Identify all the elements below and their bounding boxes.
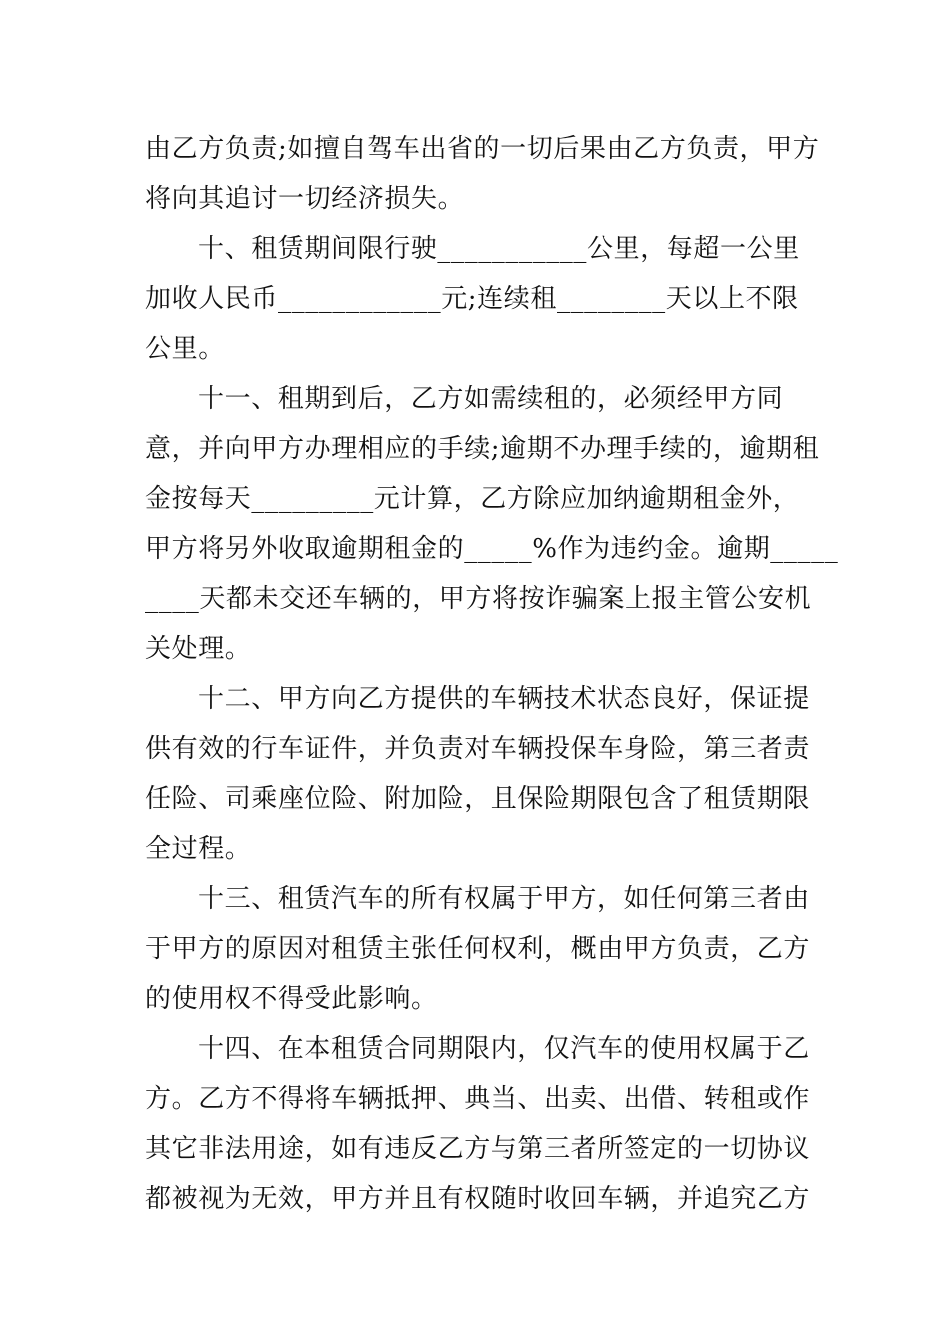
text-line: 意，并向甲方办理相应的手续;逾期不办理手续的，逾期租 <box>145 434 820 464</box>
clause-12-line: 十二、甲方向乙方提供的车辆技术状态良好，保证提 <box>198 684 810 714</box>
text-line: 由乙方负责;如擅自驾车出省的一切后果由乙方负责，甲方 <box>145 134 820 164</box>
text-line: 的使用权不得受此影响。 <box>145 984 438 1014</box>
text-line: 公里。 <box>145 334 225 364</box>
text-line: 金按每天_________元计算，乙方除应加纳逾期租金外， <box>145 484 800 514</box>
text-line: 都被视为无效，甲方并且有权随时收回车辆，并追究乙方 <box>145 1184 811 1214</box>
text-line: 甲方将另外收取逾期租金的_____%作为违约金。逾期_____ <box>145 534 839 564</box>
text-line: 加收人民币____________元;连续租________天以上不限 <box>145 284 799 314</box>
text-line: 供有效的行车证件，并负责对车辆投保车身险，第三者责 <box>145 734 811 764</box>
clause-13-line: 十三、租赁汽车的所有权属于甲方，如任何第三者由 <box>198 884 810 914</box>
text-line: 关处理。 <box>145 634 252 664</box>
text-line: ____天都未交还车辆的，甲方将按诈骗案上报主管公安机 <box>145 584 812 614</box>
clause-14-line: 十四、在本租赁合同期限内，仅汽车的使用权属于乙 <box>198 1034 810 1064</box>
text-line: 任险、司乘座位险、附加险，且保险期限包含了租赁期限 <box>145 784 811 814</box>
clause-10-line: 十、租赁期间限行驶___________公里，每超一公里 <box>198 234 800 264</box>
text-line: 其它非法用途，如有违反乙方与第三者所签定的一切协议 <box>145 1134 811 1164</box>
text-line: 全过程。 <box>145 834 252 864</box>
text-line: 方。乙方不得将车辆抵押、典当、出卖、出借、转租或作 <box>145 1084 811 1114</box>
clause-11-line: 十一、租期到后，乙方如需续租的，必须经甲方同 <box>198 384 784 414</box>
text-line: 于甲方的原因对租赁主张任何权利，概由甲方负责，乙方 <box>145 934 811 964</box>
text-line: 将向其追讨一切经济损失。 <box>145 184 465 214</box>
